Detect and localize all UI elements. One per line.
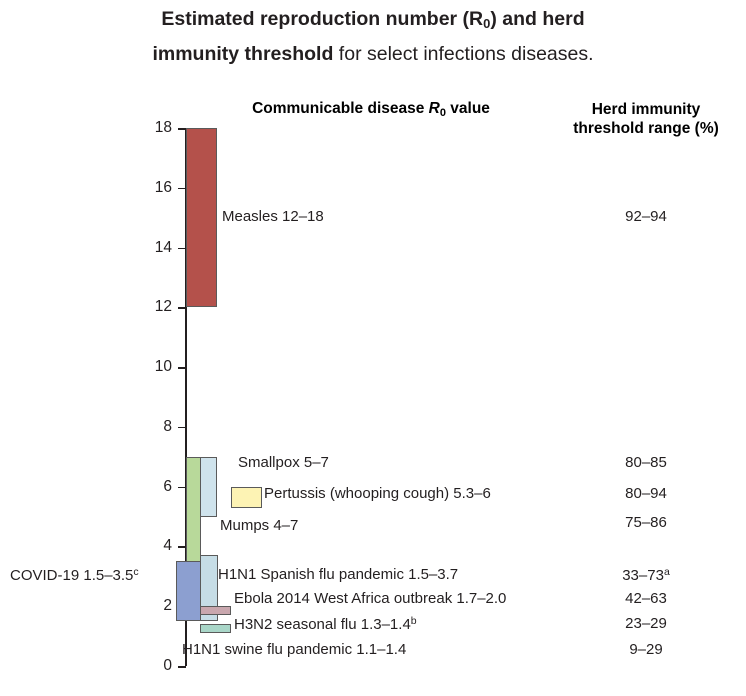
bar-ebola-2014 [200, 606, 231, 615]
label-smallpox: Smallpox 5–7 [238, 454, 329, 471]
column-header-disease [196, 100, 546, 119]
herd-value-h1n1-spanish-sup: a [663, 566, 670, 578]
herd-value-smallpox: 80–85 [625, 454, 667, 471]
bar-h1n1-swine-flu [200, 624, 231, 633]
y-axis-label-2: 2 [163, 597, 172, 615]
label-h1n1-spanish-flu: H1N1 Spanish flu pandemic 1.5–3.7 [218, 566, 459, 583]
y-axis-label-12: 12 [154, 298, 172, 316]
y-axis-tick-6 [178, 487, 186, 489]
bar-covid19 [176, 561, 201, 621]
chart-area [0, 96, 746, 696]
title-line2-a: immunity threshold [152, 43, 334, 65]
title-line1-b: ) and [490, 8, 543, 30]
herd-value-measles: 92–94 [625, 208, 667, 225]
herd-value-h1n1-swine-flu: 9–29 [629, 641, 663, 658]
label-measles: Measles 12–18 [222, 208, 324, 225]
label-mumps: Mumps 4–7 [220, 517, 299, 534]
title-line2-b: for select infections diseases. [333, 43, 594, 65]
label-covid19-sup: c [133, 566, 139, 578]
y-axis-label-18: 18 [154, 119, 172, 136]
y-axis-tick-18 [178, 128, 186, 130]
header-left-b: value [445, 100, 490, 117]
page-title [0, 4, 746, 69]
y-axis-label-14: 14 [154, 238, 172, 256]
header-right-line1: Herd immunity [591, 101, 701, 118]
label-covid19-text: COVID-19 1.5–3.5 [10, 567, 134, 584]
y-axis-label-0: 0 [163, 657, 172, 674]
header-right-line2: threshold range (%) [573, 120, 719, 137]
y-axis-tick-8 [178, 427, 186, 429]
y-axis-label-8: 8 [163, 417, 172, 435]
label-covid19 [10, 566, 139, 584]
column-header-herd-immunity [556, 100, 736, 138]
y-axis-tick-4 [178, 546, 186, 548]
bar-measles [186, 128, 217, 307]
herd-value-ebola-2014: 42–63 [625, 590, 667, 607]
label-h3n2-sup: b [410, 615, 417, 627]
y-axis-label-16: 16 [154, 178, 172, 196]
y-axis-tick-12 [178, 307, 186, 309]
header-left-italic: R [428, 100, 440, 117]
y-axis-tick-0 [178, 666, 186, 668]
label-h3n2-seasonal-flu [234, 615, 417, 633]
y-axis-tick-16 [178, 188, 186, 190]
label-ebola-2014: Ebola 2014 West Africa outbreak 1.7–2.0 [234, 590, 507, 607]
y-axis-tick-10 [178, 367, 186, 369]
herd-value-h1n1-spanish-flu [556, 566, 736, 584]
y-axis-tick-14 [178, 248, 186, 250]
y-axis-label-6: 6 [163, 477, 172, 495]
herd-value-pertussis: 80–94 [625, 485, 667, 502]
title-line1-a: Estimated reproduction number (R [161, 8, 484, 30]
label-pertussis: Pertussis (whooping cough) 5.3–6 [264, 485, 491, 502]
bar-pertussis [231, 487, 262, 508]
title-line1-sub: 0 [483, 16, 491, 31]
herd-value-h3n2-seasonal-flu: 23–29 [625, 615, 667, 632]
herd-value-h1n1-spanish-text: 33–73 [622, 567, 664, 584]
label-h1n1-swine-flu: H1N1 swine flu pandemic 1.1–1.4 [182, 641, 407, 658]
header-left-sub: 0 [439, 107, 446, 119]
y-axis-label-10: 10 [154, 358, 172, 376]
title-line1-c: herd [542, 8, 585, 30]
label-h3n2-text: H3N2 seasonal flu 1.3–1.4 [234, 616, 411, 633]
herd-value-mumps: 75–86 [625, 514, 667, 531]
y-axis-label-4: 4 [163, 537, 172, 555]
header-left-a: Communicable disease [252, 100, 429, 117]
